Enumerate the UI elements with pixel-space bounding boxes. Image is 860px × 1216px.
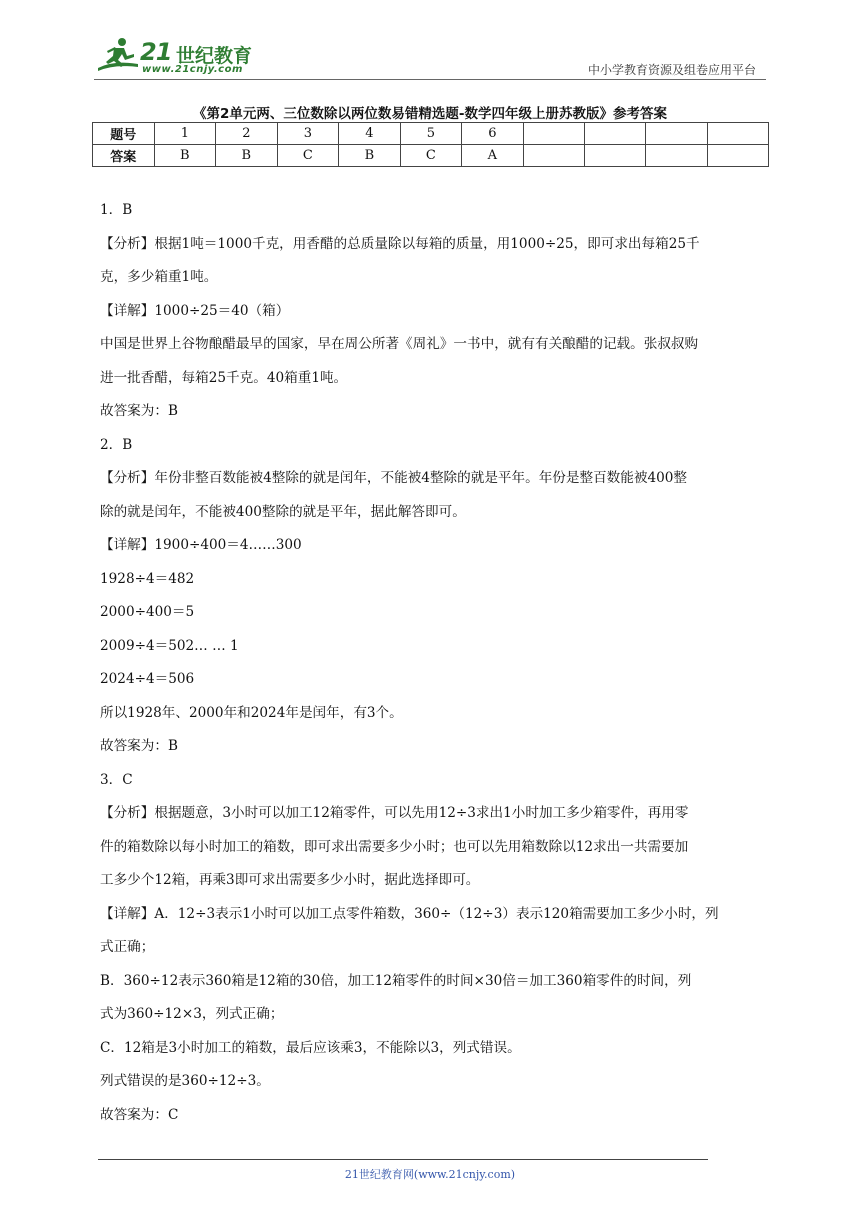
body-line: 【详解】1000÷25＝40（箱） [100, 302, 290, 319]
platform-name: 中小学教育资源及组卷应用平台 [587, 63, 756, 77]
table-cell [707, 123, 768, 145]
table-cell: C [400, 145, 462, 167]
table-cell: C [277, 145, 339, 167]
table-row-answers [93, 145, 769, 167]
body-line: 2024÷4＝506 [100, 671, 195, 687]
table-cell [523, 145, 584, 167]
footer-link[interactable]: 21世纪教育网(www.21cnjy.com) [344, 1168, 516, 1181]
table-cell [707, 145, 768, 167]
body-line: 【分析】根据题意，3小时可以加工12箱零件，可以先用12÷3求出1小时加工多少箱零件，再用零 [100, 805, 689, 821]
answer-body [100, 194, 764, 1132]
body-line: 除的就是闰年，不能被400整除的就是平年，据此解答即可。 [100, 503, 466, 520]
body-line: 故答案为：B [100, 403, 178, 419]
body-line: 克，多少箱重1吨。 [100, 269, 218, 285]
body-line: 所以1928年、2000年和2024年是闰年，有3个。 [100, 704, 403, 721]
body-line: 1．B [100, 202, 133, 218]
body-line: 2000÷400＝5 [100, 604, 195, 620]
body-line: 进一批香醋，每箱25千克。40箱重1吨。 [100, 369, 348, 386]
body-line: 列式错误的是360÷12÷3。 [100, 1073, 270, 1089]
runner-logo-icon [94, 34, 142, 78]
body-line: 故答案为：B [100, 738, 178, 754]
table-cell: B [339, 145, 401, 167]
body-line: 2．B [100, 436, 133, 453]
body-line: 2009÷4＝502… … 1 [100, 637, 239, 654]
body-line: 件的箱数除以每小时加工的箱数，即可求出需要多少小时；也可以先用箱数除以12求出一共需要加 [100, 838, 689, 855]
header-divider [94, 79, 766, 80]
body-line: C．12箱是3小时加工的箱数，最后应该乘3，不能除以3，列式错误。 [100, 1039, 521, 1056]
table-cell [523, 123, 584, 145]
body-line: 中国是世界上谷物酿醋最早的国家，早在周公所著《周礼》一书中，就有有关酿醋的记载。张叔叔购 [100, 336, 699, 352]
body-line: 式正确； [100, 939, 155, 955]
answer-table [92, 122, 769, 167]
logo-number: 21 [140, 38, 172, 66]
table-cell: 2 [216, 123, 278, 145]
table-cell: A [462, 145, 524, 167]
body-line: 【详解】1900÷400＝4……300 [100, 537, 302, 553]
footer-divider [98, 1159, 708, 1160]
table-cell: 1 [154, 123, 216, 145]
table-header-question: 题号 [93, 123, 155, 145]
body-line: 1928÷4＝482 [100, 570, 195, 587]
page-header [0, 0, 860, 82]
table-row-numbers [93, 123, 769, 145]
table-cell: B [154, 145, 216, 167]
document-title: 《第2单元两、三位数除以两位数易错精选题-数学四年级上册苏教版》参考答案 [193, 106, 667, 122]
site-logo[interactable] [94, 34, 264, 78]
table-cell [584, 123, 645, 145]
table-cell: 6 [462, 123, 524, 145]
body-line: 【分析】年份非整百数能被4整除的就是闰年，不能被4整除的就是平年。年份是整百数能被400整 [100, 470, 687, 486]
table-cell [646, 123, 707, 145]
logo-text: 世纪教育 [176, 45, 253, 67]
body-line: 工多少个12箱，再乘3即可求出需要多少小时，据此选择即可。 [100, 872, 480, 888]
body-line: 【分析】根据1吨＝1000千克，用香醋的总质量除以每箱的质量，用1000÷25，即可求出每箱25千 [100, 235, 700, 252]
table-cell: 3 [277, 123, 339, 145]
table-cell: 4 [339, 123, 401, 145]
table-cell: 5 [400, 123, 462, 145]
body-line: 3．C [100, 771, 133, 788]
table-cell: B [216, 145, 278, 167]
table-cell [584, 145, 645, 167]
body-line: B．360÷12表示360箱是12箱的30倍，加工12箱零件的时间×30倍＝加工360箱零件的时间，列 [100, 972, 692, 989]
body-line: 式为360÷12×3，列式正确； [100, 1006, 284, 1022]
body-line: 故答案为：C [100, 1106, 179, 1123]
body-line: 【详解】A．12÷3表示1小时可以加工点零件箱数，360÷（12÷3）表示120箱需要加工多少小时，列 [100, 905, 719, 922]
table-header-answer: 答案 [93, 145, 155, 167]
table-cell [646, 145, 707, 167]
logo-url: www.21cnjy.com [142, 64, 243, 75]
